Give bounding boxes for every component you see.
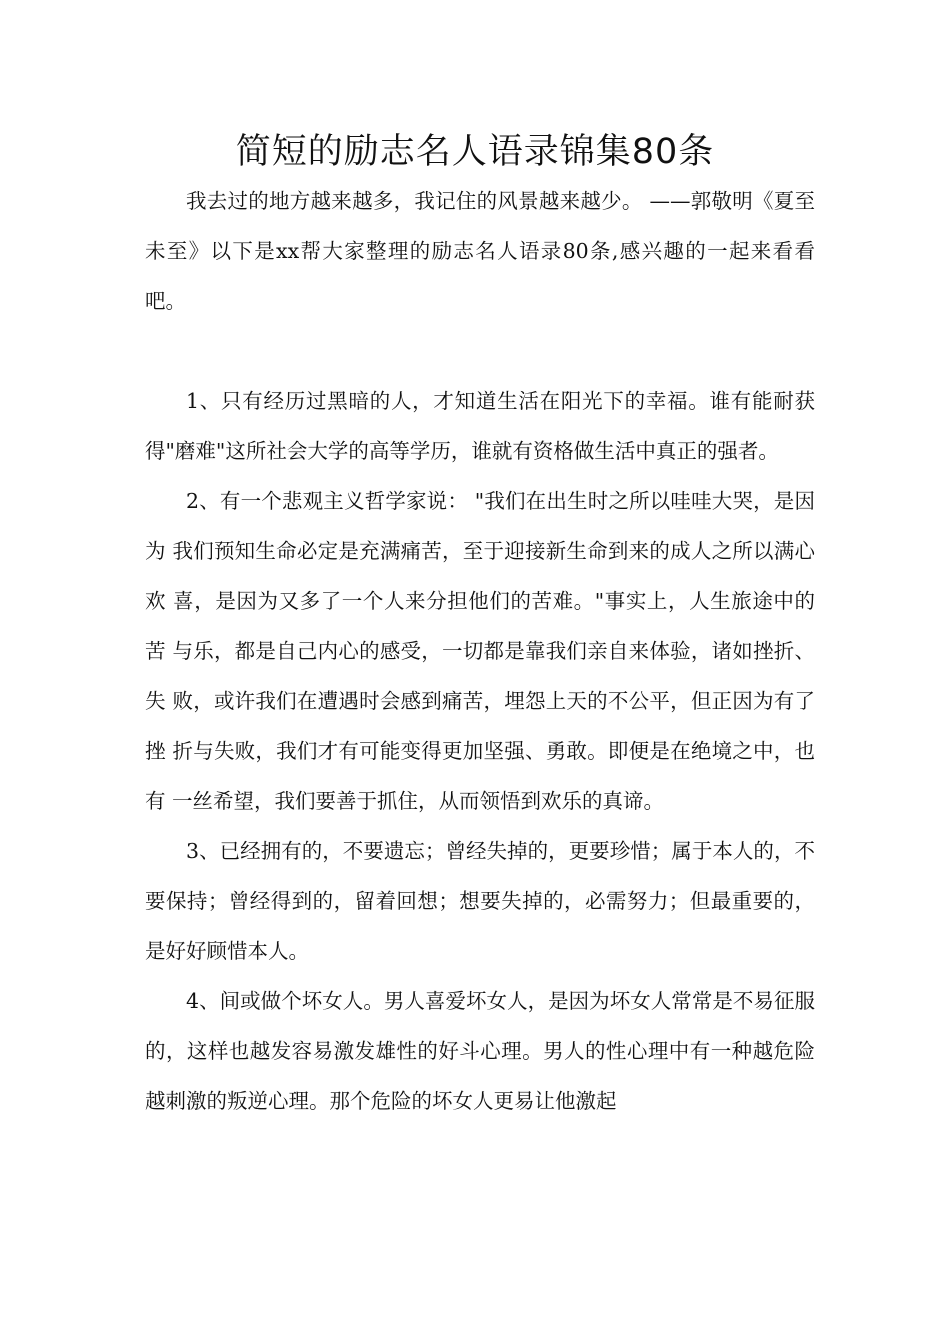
intro-block <box>145 176 815 326</box>
quote-item-4: 4、间或做个坏女人。男人喜爱坏女人，是因为坏女人常常是不易征服的，这样也越发容易激发雄性的好斗心理。男人的性心理中有一种越危险越刺激的叛逆心理。那个危险的坏女人更易让他激起 <box>145 989 815 1113</box>
quote-item-3: 3、已经拥有的，不要遗忘；曾经失掉的，更要珍惜；属于本人的，不要保持；曾经得到的，留着回想；想要失掉的，必需努力；但最重要的，是好好顾惜本人。 <box>145 839 815 963</box>
document-title: 简短的励志名人语录锦集80条 <box>235 132 715 172</box>
quote-item-2: 2、有一个悲观主义哲学家说： "我们在出生时之所以哇哇大哭，是因为 我们预知生命必定是充满痛苦，至于迎接新生命到来的成人之所以满心欢 喜，是因为又多了一个人来分担他们的苦难。"事实上，人生旅途中的苦 与乐，都是自己内心的感受，一切都是靠我们亲自来体验，诸如挫折、失 败，或许我们在遭遇时会感到痛苦，埋怨上天的不公平，但正因为有了挫 折与失败，我们才有可能变得更加坚强、勇敢。即便是在绝境之中，也有 一丝希望，我们要善于抓住，从而领悟到欢乐的真谛。 <box>145 489 815 813</box>
quote-list <box>145 376 815 1126</box>
quote-item-1: 1、只有经历过黑暗的人，才知道生活在阳光下的幸福。谁有能耐获得"磨难"这所社会大学的高等学历，谁就有资格做生活中真正的强者。 <box>145 389 815 463</box>
intro-paragraph: 我去过的地方越来越多，我记住的风景越来越少。 ——郭敬明《夏至未至》以下是xx帮大家整理的励志名人语录80条,感兴趣的一起来看看吧。 <box>145 189 815 313</box>
